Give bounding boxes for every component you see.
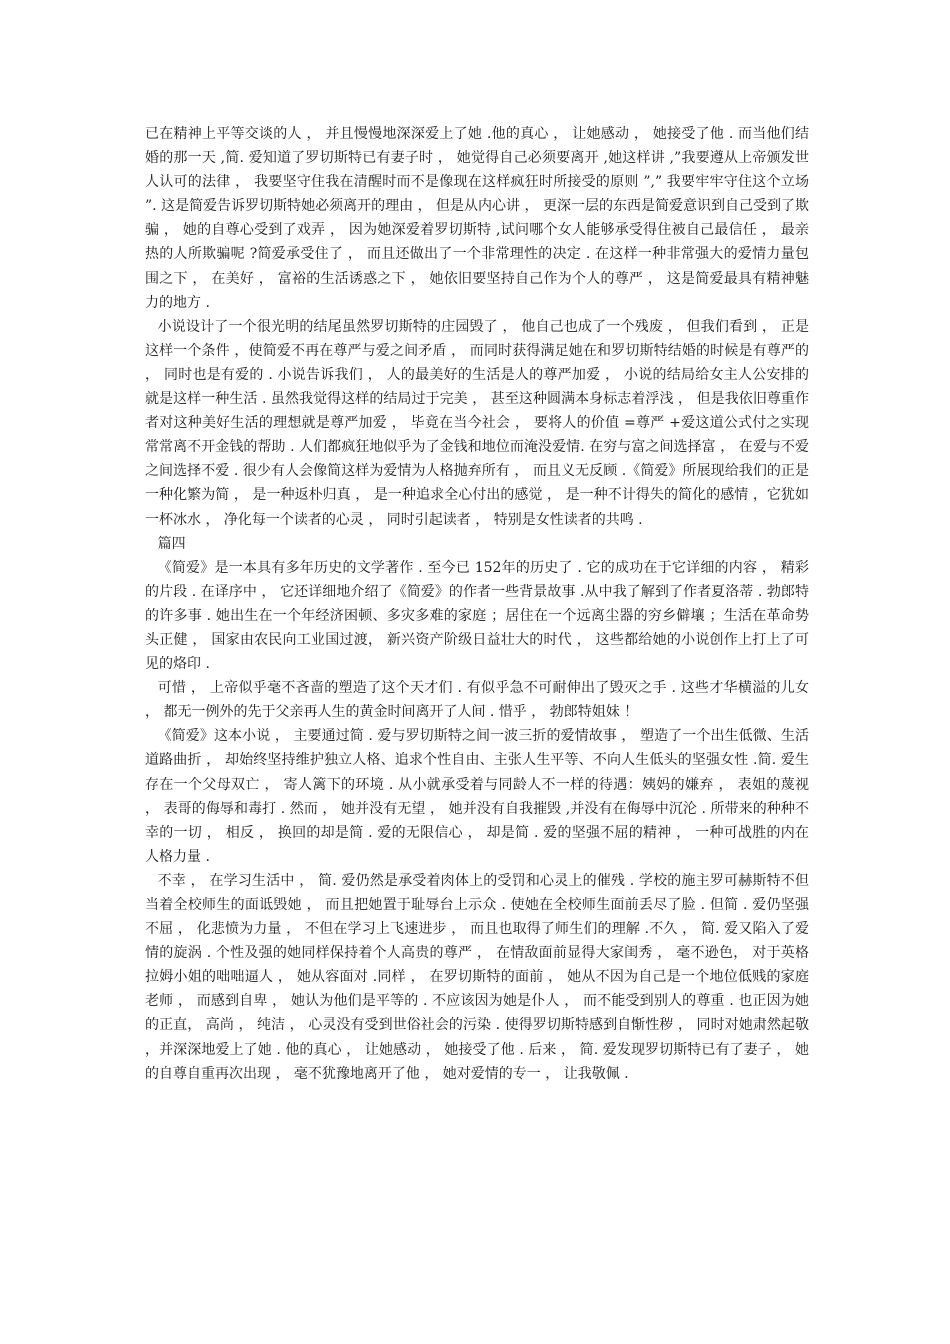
section-heading: 篇四: [157, 535, 186, 552]
paragraph: 已在精神上平等交谈的人 ， 并且慢慢地深深爱上了她 .他的真心 ， 让她感动 ， 她接受了他 . 而当他们结婚的那一天 ,简. 爱知道了罗切斯特已有妻子时 ， 她觉得自己必须要离开 ,她这样讲 ,”我要遵从上帝颁发世人认可的法律 ， 我要坚守住我在清醒时而不是像现在这样疯狂时所接受的原则 ”,” 我要牢牢守住这个立场 ”. 这是简爱告诉罗切斯特她必须离开的理由 ， 但是从内心讲 ， 更深一层的东西是简爱意识到自己受到了欺骗 ， 她的自尊心受到了戏弄 ， 因为她深爱着罗切斯特 ,试问哪个女人能够承受得住被自己最信任 ， 最亲热的人所欺骗呢 ?简爱承受住了 ， 而且还做出了一个非常理性的决定 . 在这样一种非常强大的爱情力量包围之下 ， 在美好 ， 富裕的生活诱惑之下 ， 她依旧要坚持自己作为个人的尊严 ， 这是简爱最具有精神魅力的地方 .: [145, 126, 809, 311]
paragraph: 《简爱》这本小说 ， 主要通过简 . 爱与罗切斯特之间一波三折的爱情故事 ， 塑造了一个出生低微、生活道路曲折 ， 却始终坚持维护独立人格、追求个性自由、主张人生平等、不向人生低头的坚强女性 .简. 爱生存在一个父母双亡 ， 寄人篱下的环境 . 从小就承受着与同龄人不一样的待遇：姨妈的嫌弃 ， 表姐的蔑视 ， 表哥的侮辱和毒打 . 然而 ， 她并没有无望 ， 她并没有自我摧毁 ,并没有在侮辱中沉沦 . 所带来的种种不幸的一切 ， 相反 ， 换回的却是简 . 爱的无限信心 ， 却是简 . 爱的坚强不屈的精神 ， 一种可战胜的内在人格力量 .: [145, 728, 809, 865]
paragraph: 不幸 ， 在学习生活中 ， 简. 爱仍然是承受着肉体上的受罚和心灵上的催残 . 学校的施主罗可赫斯特不但当着全校师生的面诋毁她 ， 而且把她置于耻辱台上示众 . 使她在全校师生面前丢尽了脸 . 但简 . 爱仍坚强不屈 ， 化悲愤为力量 ， 不但在学习上飞速进步 ， 而且也取得了师生们的理解 .不久 ， 简. 爱又陷入了爱情的旋涡 . 个性及强的她同样保持着个人高贵的尊严 ， 在情敌面前显得大家闺秀 ， 毫不逊色， 对于英格拉姆小姐的咄咄逼人 ， 她从容面对 .同样 ， 在罗切斯特的面前 ， 她从不因为自己是一个地位低贱的家庭老师 ， 而感到自卑 ， 她认为他们是平等的 . 不应该因为她是仆人 ， 而不能受到别人的尊重 . 也正因为她的正直， 高尚 ， 纯洁 ， 心灵没有受到世俗社会的污染 . 使得罗切斯特感到自惭性秽 ， 同时对她肃然起敬 ，并深深地爱上了她 . 他的真心 ， 让她感动 ， 她接受了他 . 后来 ， 简. 爱发现罗切斯特已有了妻子 ， 她的自尊自重再次出现 ， 毫不犹豫地离开了他 ， 她对爱情的专一 ， 让我敬佩 .: [145, 872, 809, 1082]
paragraph: 小说设计了一个很光明的结尾虽然罗切斯特的庄园毁了 ， 他自己也成了一个残废 ， 但我们看到 ， 正是这样一个条件 ，使简爱不再在尊严与爱之间矛盾 ， 而同时获得满足她在和罗切斯特结婚的时候是有尊严的 ， 同时也是有爱的 . 小说告诉我们 ， 人的最美好的生活是人的尊严加爱 ， 小说的结局给女主人公安排的就是这样一种生活 . 虽然我觉得这样的结局过于完美 ， 甚至这种圆满本身标志着浮浅 ， 但是我依旧尊重作者对这种美好生活的理想就是尊严加爱 ， 毕竟在当今社会 ， 要将人的价值 =尊严 +爱这道公式付之实现常常离不开金钱的帮助 . 人们都疯狂地似乎为了金钱和地位而淹没爱情. 在穷与富之间选择富 ， 在爱与不爱之间选择不爱 . 很少有人会像简这样为爱情为人格抛弃所有 ， 而且义无反顾 .《简爱》所展现给我们的正是一种化繁为简 ， 是一种返朴归真 ， 是一种追求全心付出的感觉 ， 是一种不计得失的简化的感情 ，它犹如一杯冰水 ， 净化每一个读者的心灵 ， 同时引起读者 ， 特别是女性读者的共鸣 .: [145, 318, 809, 528]
paragraph: 可惜 ， 上帝似乎毫不吝啬的塑造了这个天才们 . 有似乎急不可耐伸出了毁灭之手 . 这些才华横溢的儿女 ， 都无一例外的先于父亲再人生的黄金时间离开了人间 . 惜乎 ， 勃郎特姐妹 ！: [145, 680, 809, 721]
document-body: [145, 122, 809, 1086]
paragraph: 《简爱》是一本具有多年历史的文学著作 . 至今已 152年的历史了 . 它的成功在于它详细的内容 ， 精彩的片段 . 在译序中 ， 它还详细地介绍了《简爱》的作者一些背景故事 .从中我了解到了作者夏洛蒂 . 勃郎特的许多事 . 她出生在一个年经济困顿、多灾多难的家庭 ；居住在一个远离尘器的穷乡僻壤 ；生活在革命势头正健 ， 国家由农民向工业国过渡， 新兴资产阶级日益壮大的时代 ， 这些都给她的小说创作上打上了可见的烙印 .: [145, 559, 809, 673]
